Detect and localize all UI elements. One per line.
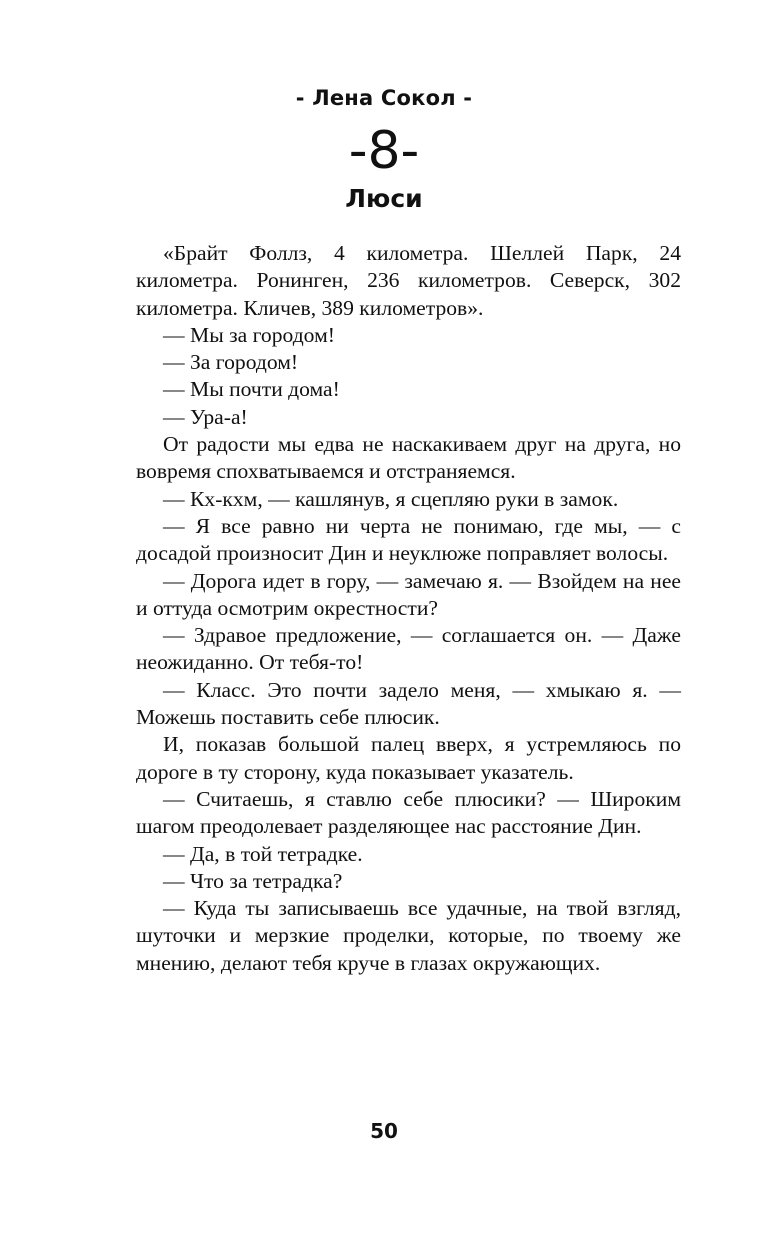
page-number: 50 <box>370 1119 398 1143</box>
paragraph: И, показав большой палец вверх, я устремляюсь по дороге в ту сторону, куда показывает указатель. <box>136 732 681 784</box>
chapter-title: Люси <box>345 184 423 213</box>
paragraph: — Считаешь, я ставлю себе плюсики? — Широким шагом преодолевает разделяющее нас расстояние Дин. <box>136 786 681 839</box>
paragraph: — Здравое предложение, — соглашается он. — Даже неожиданно. От тебя-то! <box>136 623 681 675</box>
body-text <box>136 240 681 977</box>
paragraph: — Мы почти дома! <box>163 377 340 402</box>
paragraph: — Да, в той тетрадке. <box>163 841 363 866</box>
paragraph: — Я все равно ни черта не понимаю, где мы, — с досадой произносит Дин и неуклюже поправляет волосы. <box>136 513 681 566</box>
running-header: - Лена Сокол - <box>295 86 473 110</box>
chapter-number: -8- <box>348 121 420 181</box>
paragraph: — Куда ты записываешь все удачные, на твой взгляд, шуточки и мерзкие проделки, которые, по твоему же мнению, делают тебя круче в глазах окружающих. <box>136 896 681 975</box>
paragraph: — За городом! <box>163 350 299 375</box>
paragraph: — Класс. Это почти задело меня, — хмыкаю я. — Можешь поставить себе плюсик. <box>136 677 681 730</box>
paragraph: От радости мы едва не наскакиваем друг на друга, но вовремя спохватываемся и отстраняемся. <box>136 432 681 484</box>
paragraph: — Мы за городом! <box>163 322 335 347</box>
paragraph: — Дорога идет в гору, — замечаю я. — Взойдем на нее и оттуда осмотрим окрестности? <box>136 568 681 620</box>
paragraph: — Кх-кхм, — кашлянув, я сцепляю руки в замок. <box>163 486 619 511</box>
paragraph: — Ура-а! <box>163 404 248 429</box>
paragraph: — Что за тетрадка? <box>163 868 343 893</box>
paragraph: «Брайт Фоллз, 4 километра. Шеллей Парк, 24 километра. Ронинген, 236 километров. Северск, 302 километра. Кличев, 389 километров». <box>136 241 681 320</box>
